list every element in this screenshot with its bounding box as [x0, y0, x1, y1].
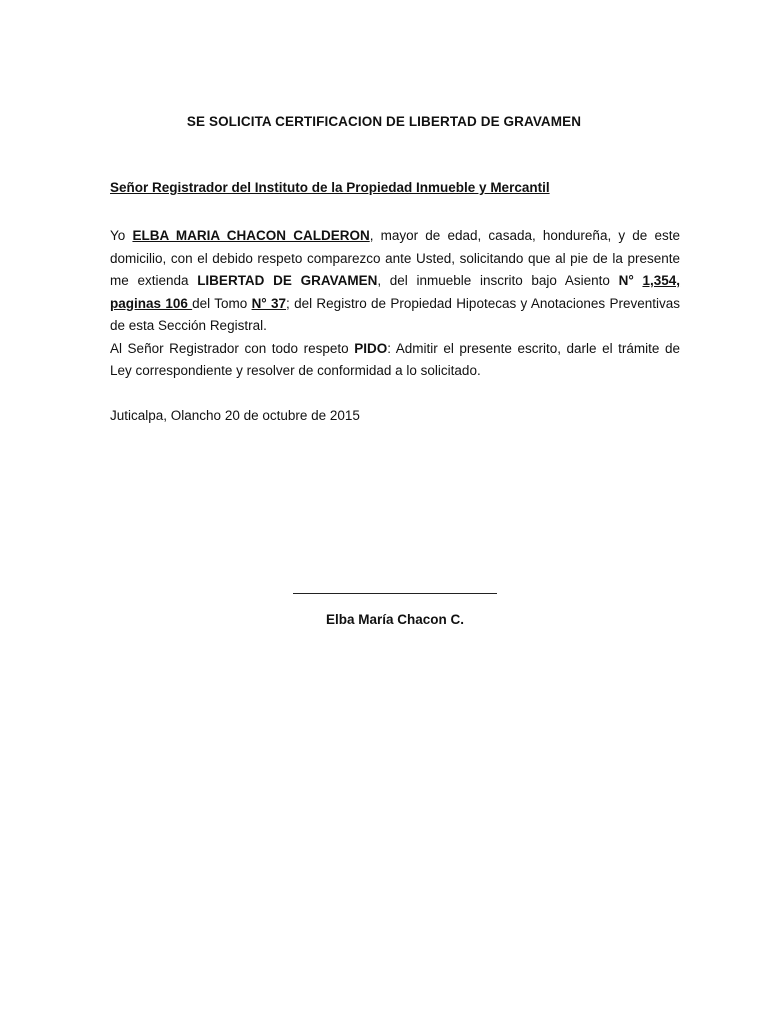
text-segment: Yo — [110, 228, 133, 243]
applicant-name: ELBA MARIA CHACON CALDERON — [132, 228, 370, 243]
pido-label: PIDO — [354, 340, 388, 356]
text-segment: , mayor de edad, casada, hondureña, y de este domicilio, con el debido respeto comparezco ante Usted, solicitando que al pie de la presente me extienda — [110, 228, 680, 288]
signature-line — [293, 593, 497, 594]
text-segment: , del inmueble inscrito bajo Asiento — [377, 273, 619, 288]
text-segment: : Admitir el presente escrito, darle el trámite de Ley correspondiente y resolver de conformidad a lo solicitado. — [110, 340, 681, 378]
petition-paragraph — [110, 338, 680, 383]
text-segment: del Tomo — [192, 295, 252, 311]
request-paragraph — [110, 225, 680, 338]
signature-name: Elba María Chacon C. — [325, 612, 465, 627]
date-line: Juticalpa, Olancho 20 de octubre de 2015 — [110, 408, 360, 423]
libertad-de-gravamen-label: LIBERTAD DE GRAVAMEN — [197, 273, 378, 288]
document-body — [110, 225, 680, 383]
text-segment: Al Señor Registrador con todo respeto — [110, 340, 355, 356]
number-sign: N° — [618, 273, 634, 288]
text-segment: ; del Registro de Propiedad Hipotecas y Anotaciones Preventivas de esta Sección Registral. — [110, 295, 680, 333]
document-title: SE SOLICITA CERTIFICACION DE LIBERTAD DE GRAVAMEN — [186, 114, 582, 129]
asiento-number: 1,354, paginas 106 — [110, 273, 681, 311]
tomo-number: N° 37 — [251, 295, 287, 311]
addressee-line: Señor Registrador del Instituto de la Propiedad Inmueble y Mercantil — [110, 180, 550, 195]
